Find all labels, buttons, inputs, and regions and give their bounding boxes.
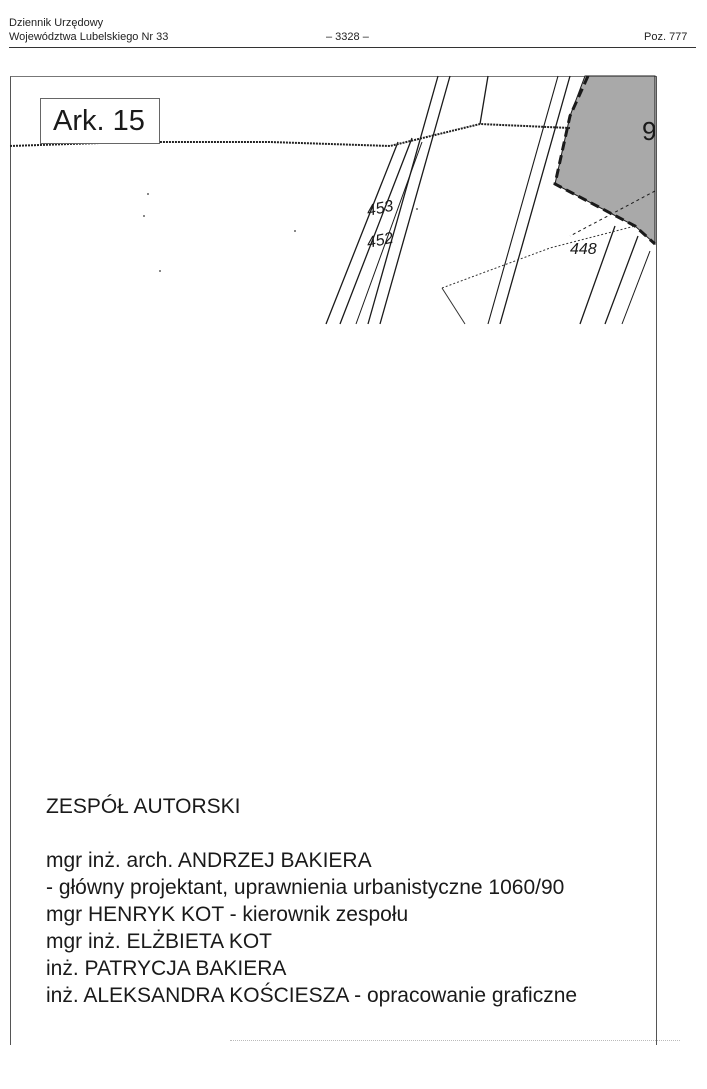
map-dot bbox=[294, 230, 296, 232]
team-line: mgr HENRYK KOT - kierownik zespołu bbox=[46, 903, 409, 926]
author-team-block bbox=[10, 780, 655, 1044]
map-dot bbox=[416, 208, 418, 210]
team-heading: ZESPÓŁ AUTORSKI bbox=[46, 795, 241, 818]
map-zone-gray bbox=[555, 76, 655, 244]
map-parcel-boundary bbox=[442, 226, 635, 288]
position-number: Poz. 777 bbox=[644, 31, 688, 43]
team-line: - główny projektant, uprawnienia urbanistyczne 1060/90 bbox=[46, 876, 565, 899]
map-dot bbox=[143, 215, 145, 217]
team-line: mgr inż. ELŻBIETA KOT bbox=[46, 930, 272, 953]
parcel-label: 452 bbox=[365, 229, 395, 252]
header-rule bbox=[9, 47, 696, 48]
page-number: – 3328 – bbox=[326, 31, 369, 43]
team-line: mgr inż. arch. ANDRZEJ BAKIERA bbox=[46, 849, 372, 872]
map-dot bbox=[159, 270, 161, 272]
map-line bbox=[488, 76, 558, 324]
map-line bbox=[622, 251, 650, 324]
team-line: inż. ALEKSANDRA KOŚCIESZA - opracowanie graficzne bbox=[46, 984, 578, 1007]
parcel-label: 453 bbox=[365, 197, 395, 220]
team-line: inż. PATRYCJA BAKIERA bbox=[46, 957, 287, 980]
sheet-label: Ark. 15 bbox=[40, 98, 160, 144]
journal-title-line1: Dziennik Urzędowy bbox=[9, 17, 104, 29]
map-line bbox=[442, 288, 465, 324]
map-corner-fragment: 9 bbox=[642, 116, 657, 146]
map-line bbox=[605, 236, 638, 324]
map-dot bbox=[147, 193, 149, 195]
journal-title-line2: Województwa Lubelskiego Nr 33 bbox=[9, 31, 169, 43]
map-line bbox=[480, 76, 488, 124]
scan-artifact bbox=[230, 1040, 680, 1045]
map-line bbox=[500, 76, 570, 324]
parcel-label: 448 bbox=[570, 241, 597, 258]
